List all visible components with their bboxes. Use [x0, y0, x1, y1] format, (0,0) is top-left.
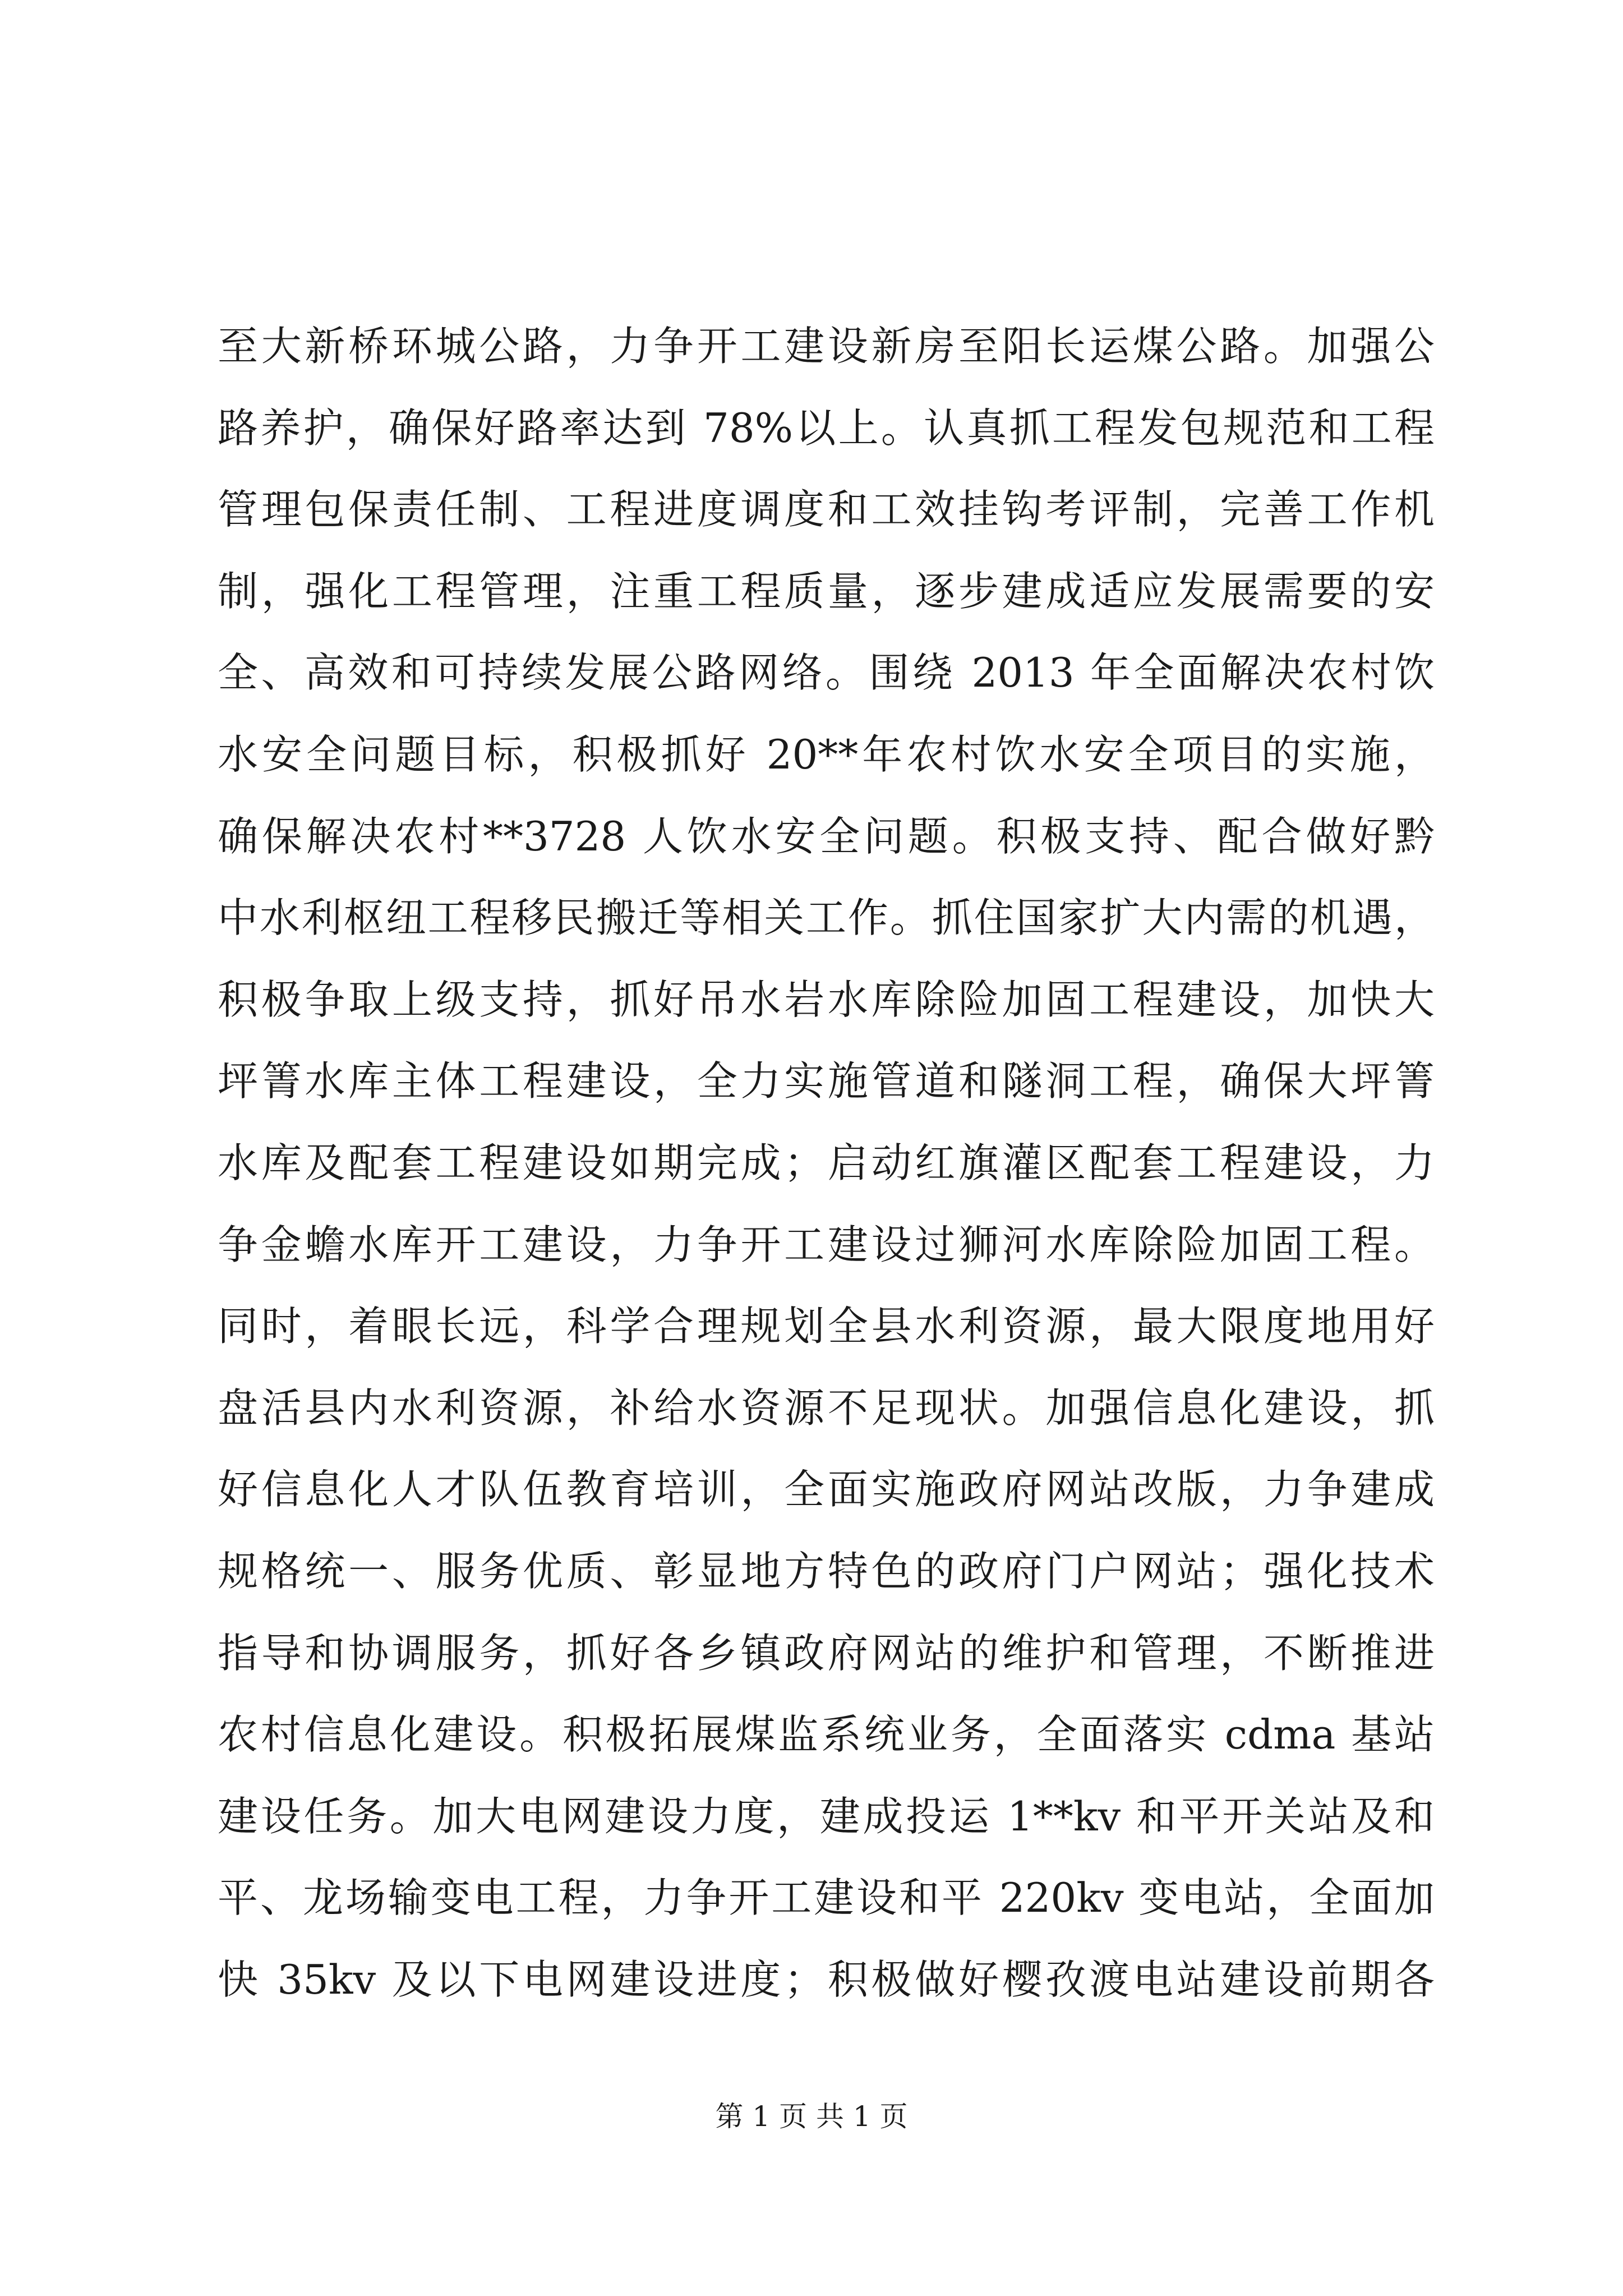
text-line: 快 35kv 及以下电网建设进度；积极做好樱孜渡电站建设前期各 — [218, 1955, 1435, 2003]
text-line: 指导和协调服务，抓好各乡镇政府网站的维护和管理，不断推进 — [218, 1629, 1435, 1677]
text-line: 水安全问题目标，积极抓好 20**年农村饮水安全项目的实施， — [218, 730, 1435, 778]
text-line: 全、高效和可持续发展公路网络。围绕 2013 年全面解决农村饮 — [218, 649, 1435, 697]
text-line: 水库及配套工程建设如期完成；启动红旗灌区配套工程建设，力 — [218, 1139, 1435, 1186]
text-line: 至大新桥环城公路，力争开工建设新房至阳长运煤公路。加强公 — [218, 323, 1435, 370]
text-line: 建设任务。加大电网建设力度，建成投运 1**kv 和平开关站及和 — [218, 1792, 1435, 1840]
text-line: 盘活县内水利资源，补给水资源不足现状。加强信息化建设，抓 — [218, 1384, 1435, 1432]
text-line: 坪箐水库主体工程建设，全力实施管道和隧洞工程，确保大坪箐 — [218, 1057, 1435, 1105]
text-line: 中水利枢纽工程移民搬迁等相关工作。抓住国家扩大内需的机遇， — [218, 894, 1435, 942]
text-line: 农村信息化建设。积极拓展煤监系统业务，全面落实 cdma 基站 — [218, 1711, 1435, 1759]
text-line: 争金蟾水库开工建设，力争开工建设过狮河水库除险加固工程。 — [218, 1221, 1435, 1268]
page-footer: 第 1 页 共 1 页 — [715, 2100, 908, 2133]
text-line: 好信息化人才队伍教育培训，全面实施政府网站改版，力争建成 — [218, 1466, 1435, 1513]
text-line: 路养护，确保好路率达到 78%以上。认真抓工程发包规范和工程 — [218, 404, 1435, 452]
text-line: 确保解决农村**3728 人饮水安全问题。积极支持、配合做好黔 — [218, 812, 1435, 860]
text-line: 积极争取上级支持，抓好吊水岩水库除险加固工程建设，加快大 — [218, 976, 1435, 1023]
text-line: 平、龙场输变电工程，力争开工建设和平 220kv 变电站，全面加 — [218, 1874, 1435, 1922]
text-line: 管理包保责任制、工程进度调度和工效挂钩考评制，完善工作机 — [218, 486, 1435, 533]
text-line: 规格统一、服务优质、彰显地方特色的政府门户网站；强化技术 — [218, 1547, 1435, 1595]
text-line: 同时，着眼长远，科学合理规划全县水利资源，最大限度地用好 — [218, 1303, 1435, 1350]
body-text — [218, 306, 1435, 2021]
text-line: 制，强化工程管理，注重工程质量，逐步建成适应发展需要的安 — [218, 567, 1435, 615]
